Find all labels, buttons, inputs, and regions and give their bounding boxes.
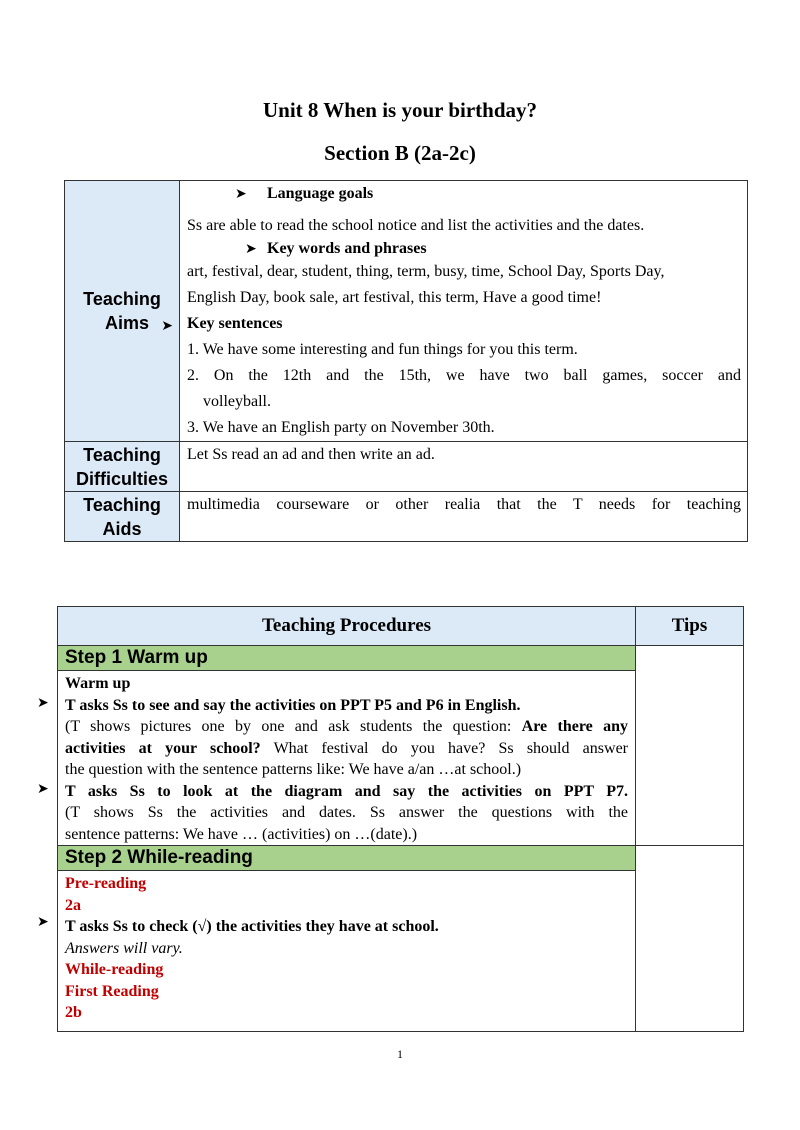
aims-row [65,181,748,442]
step1-note1-a: (T shows pictures one by one and ask students the question: [65,718,522,735]
procedures-header: Teaching Procedures [58,607,636,646]
step2-title: Step 2 While-reading [58,846,636,871]
language-goals-heading: Language goals [267,185,374,202]
first-reading-label: First Reading [65,982,159,1000]
pre-reading-label: Pre-reading [65,875,147,892]
step2-title-row [58,846,744,871]
step2-task: T asks Ss to check (√) the activities they have at school. [65,918,439,935]
step1-task1: T asks Ss to see and say the activities on PPT P5 and P6 in English. [65,696,521,714]
aids-label-line1: Teaching [83,494,161,515]
step1-note1-b: What festival do you have? Ss should answer [260,739,628,757]
language-goals-text: Ss are able to read the school notice and list the activities and the dates. [187,217,645,234]
aids-text: multimedia courseware or other realia that the T needs for teaching [187,496,741,513]
step1-note1-c: the question with the sentence patterns like: We have a/an …at school.) [65,761,522,778]
aids-label-cell [65,492,180,542]
key-sentences-heading: Key sentences [187,315,283,332]
step1-task2: T asks Ss to look at the diagram and say the activities on PPT P7. [65,782,628,800]
aids-content-cell [180,492,748,542]
step2-body [58,871,636,1032]
teaching-aims-table [64,180,748,542]
step2-answers: Answers will vary. [65,939,183,957]
difficulties-text: Let Ss read an ad and then write an ad. [187,446,435,463]
arrow-bullet-icon: ➤ [37,914,49,930]
tips-header: Tips [636,607,744,646]
document-subtitle: Section B (2a-2c) [324,141,476,165]
sentence-3: 3. We have an English party on November 30th. [187,419,495,436]
aims-label-cell [65,181,180,442]
document-title: Unit 8 When is your birthday? [262,98,538,122]
step1-note2-a: (T shows Ss the activities and dates. Ss answer the questions with the [65,804,628,821]
difficulties-row [65,442,748,492]
label-2b: 2b [65,1004,82,1021]
label-2a: 2a [65,896,81,914]
step2-tips-cell [636,846,744,1032]
sentence-2a: 2. On the 12th and the 15th, we have two ball games, soccer and [187,367,741,384]
aims-content-cell [180,181,748,442]
arrow-bullet-icon: ➤ [235,186,247,202]
difficulties-content-cell [180,442,748,492]
procedures-header-row [58,607,744,646]
arrow-bullet-icon: ➤ [37,781,49,797]
teaching-procedures-table [57,606,744,1032]
aims-label-line2: Aims [104,313,149,333]
step1-title-row [58,646,744,671]
aids-label-line2: Aids [102,518,142,539]
arrow-bullet-icon: ➤ [245,241,257,257]
aids-row [65,492,748,542]
key-words-line2: English Day, book sale, art festival, this term, Have a good time! [187,289,602,306]
step1-title: Step 1 Warm up [58,646,636,671]
sentence-2b: volleyball. [203,393,271,410]
while-reading-label: While-reading [65,961,164,978]
difficulties-label-line2: Difficulties [75,468,168,489]
aims-label-line1: Teaching [83,289,161,309]
step1-note1-bold-a: Are there any [521,718,628,735]
step1-tips-cell [636,646,744,846]
arrow-bullet-icon: ➤ [37,695,49,711]
step1-body [58,671,636,846]
key-words-heading: Key words and phrases [267,240,427,257]
step1-sub: Warm up [65,675,131,692]
arrow-bullet-icon: ➤ [161,318,173,334]
sentence-1: 1. We have some interesting and fun things for you this term. [187,341,578,358]
difficulties-label-line1: Teaching [83,444,161,465]
key-words-line1: art, festival, dear, student, thing, term, busy, time, School Day, Sports Day, [187,263,665,280]
page-number: 1 [397,1047,403,1061]
difficulties-label-cell [65,442,180,492]
step1-note1-bold-b: activities at your school? [65,739,261,757]
step1-note2-b: sentence patterns: We have … (activities) on …(date).) [65,825,418,843]
